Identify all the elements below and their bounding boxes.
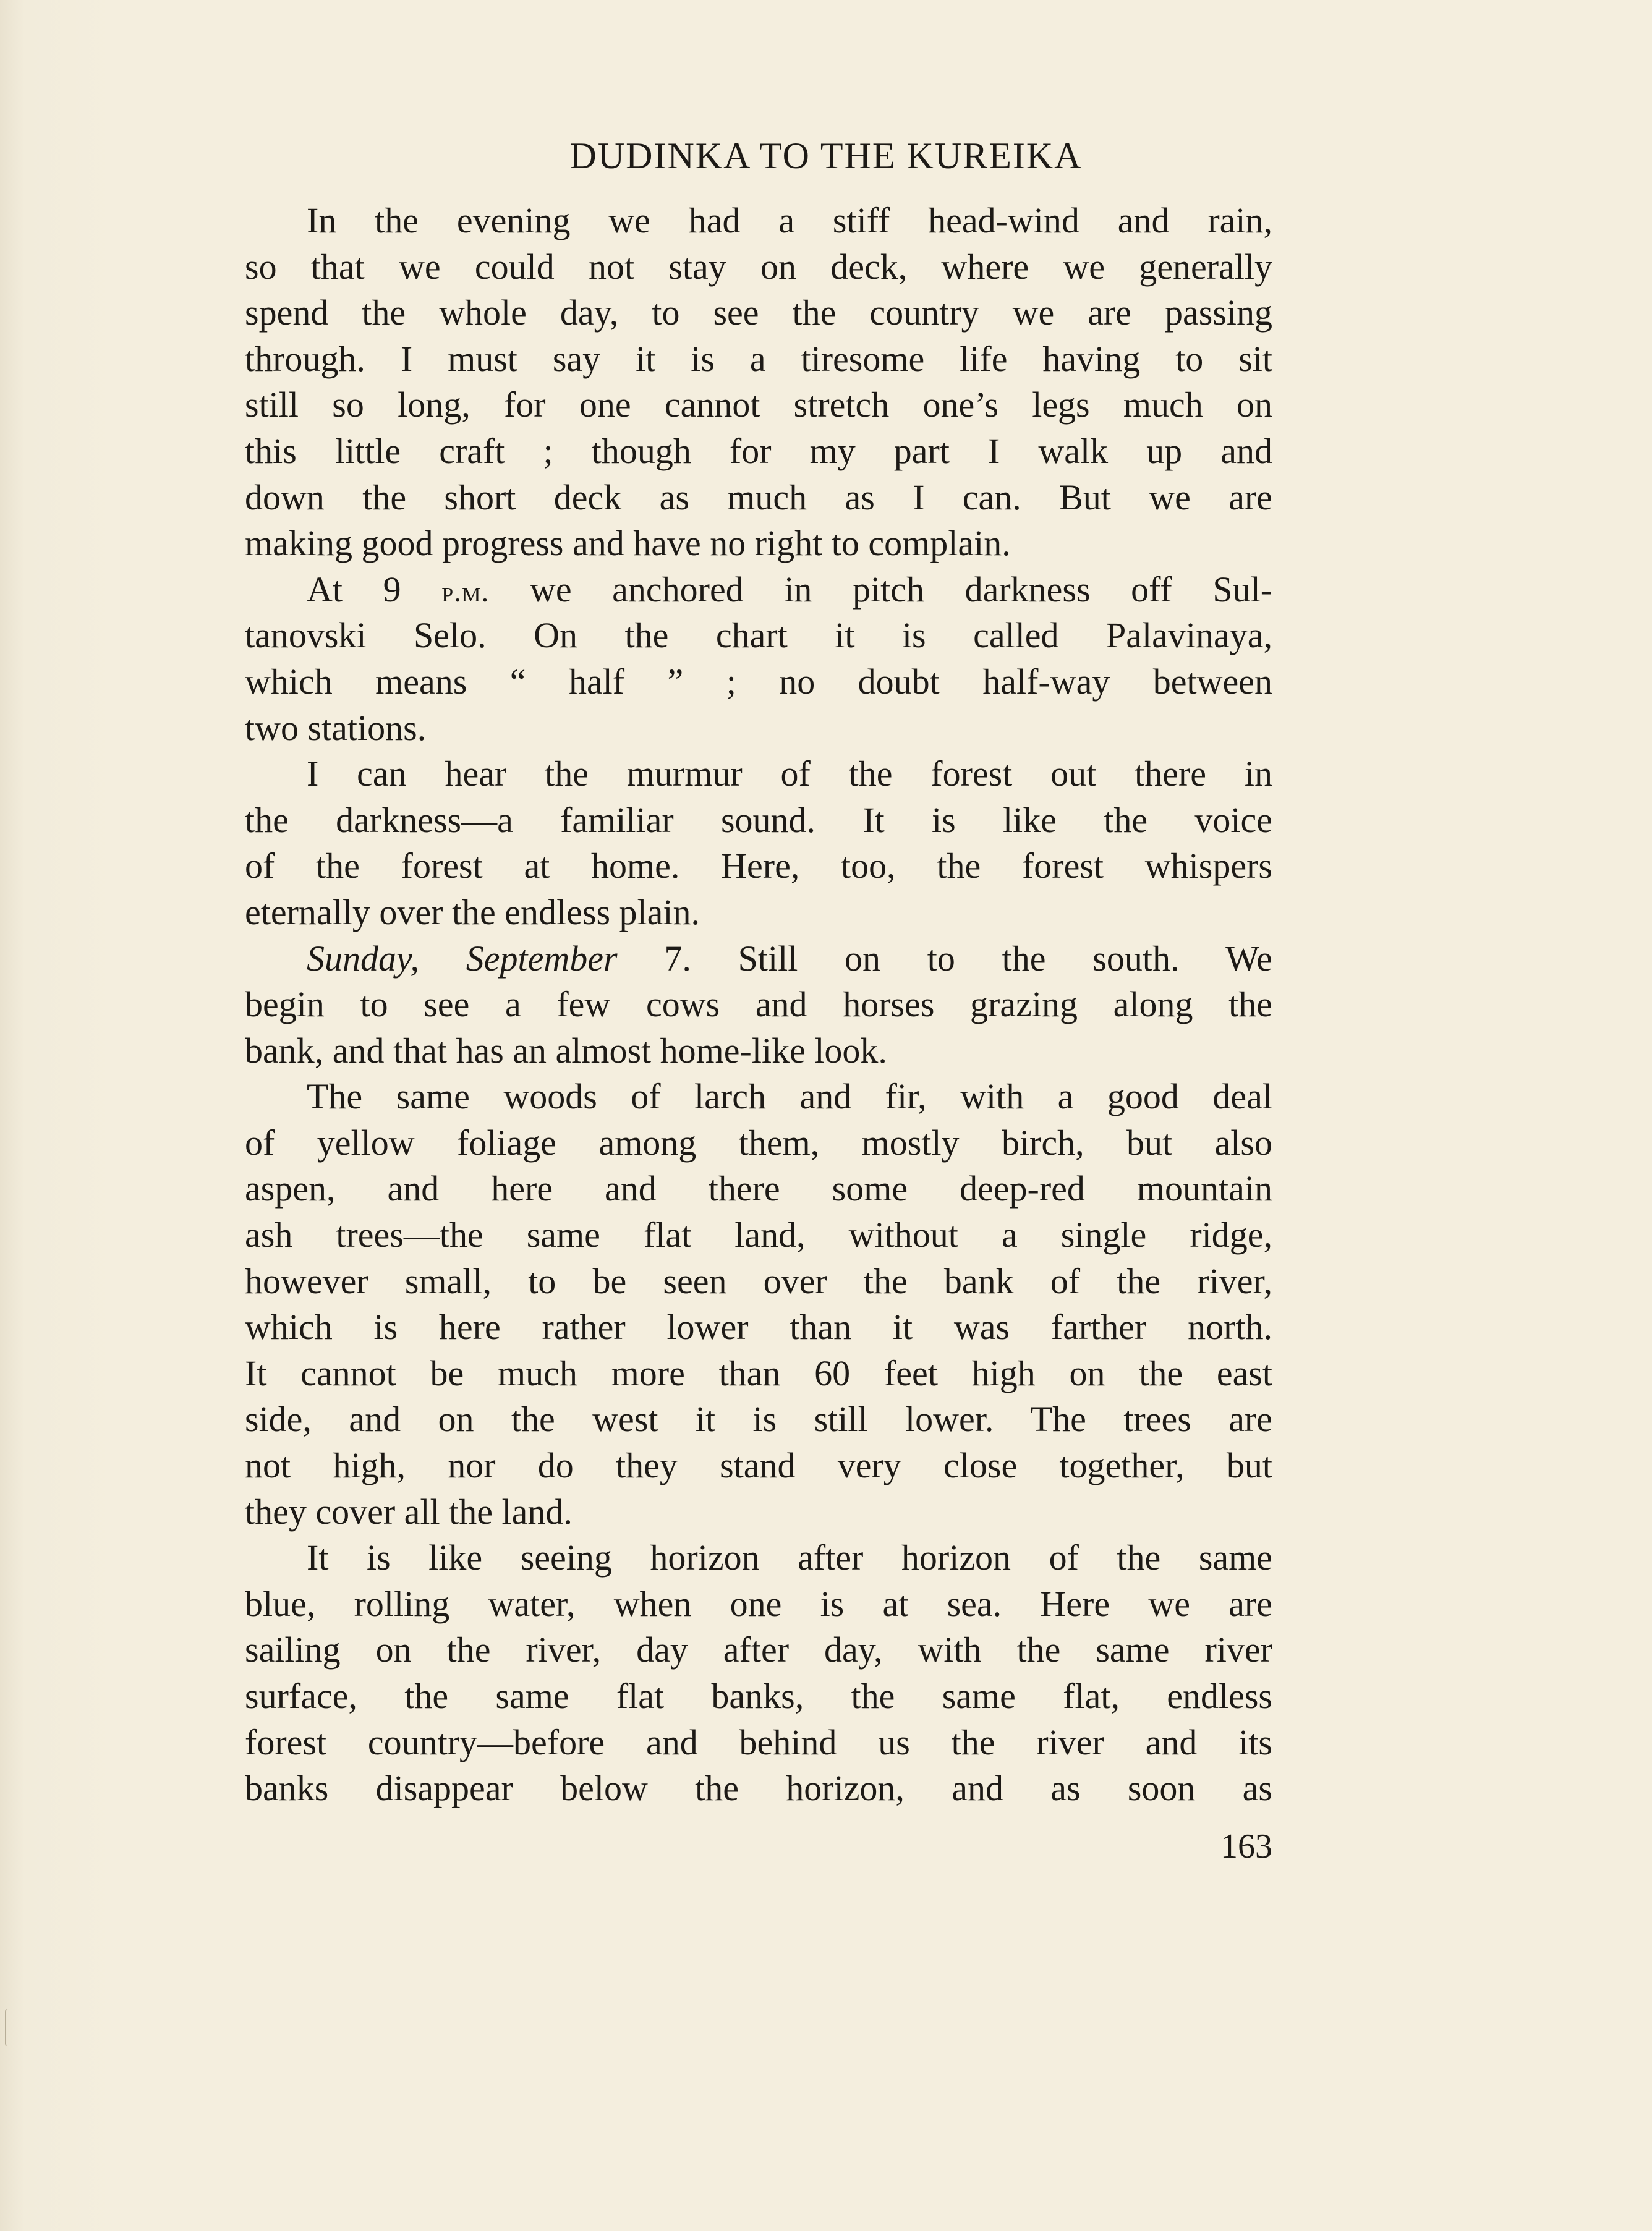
text-line bbox=[245, 890, 1272, 936]
line-text: side, and on the west it is still lower. The trees are bbox=[245, 1399, 1272, 1440]
line-text: In the evening we had a stiff head-wind and rain, bbox=[307, 200, 1272, 240]
line-text: the darkness—a familiar sound. It is like the voice bbox=[245, 799, 1272, 840]
text-line bbox=[245, 1443, 1272, 1489]
line-text-pre: At 9 bbox=[307, 569, 442, 610]
text-line bbox=[245, 475, 1272, 521]
text-line bbox=[245, 1259, 1272, 1305]
line-text: It is like seeing horizon after horizon of the same bbox=[307, 1537, 1272, 1578]
line-text: spend the whole day, to see the country we are passing bbox=[245, 292, 1272, 333]
line-text: ash trees—the same flat land, without a single ridge, bbox=[245, 1215, 1272, 1256]
text-line bbox=[245, 336, 1272, 383]
page-edge-mark bbox=[5, 2009, 11, 2046]
page-number: 163 bbox=[1220, 1827, 1272, 1866]
line-text: which is here rather lower than it was farther north. bbox=[245, 1307, 1272, 1348]
line-text: blue, rolling water, when one is at sea. Here we are bbox=[245, 1583, 1272, 1624]
line-text: banks disappear below the horizon, and as soon as bbox=[245, 1768, 1272, 1809]
text-line bbox=[245, 659, 1272, 705]
text-line bbox=[245, 1396, 1272, 1443]
running-head: DUDINKA TO THE KUREIKA bbox=[569, 135, 1083, 176]
line-text: aspen, and here and there some deep-red mountain bbox=[245, 1168, 1272, 1209]
text-line bbox=[245, 1535, 1272, 1581]
text-line bbox=[245, 290, 1272, 336]
text-line bbox=[245, 613, 1272, 659]
line-text: I can hear the murmur of the forest out there in bbox=[307, 754, 1272, 794]
line-text: tanovski Selo. On the chart it is called Palavinaya, bbox=[245, 615, 1272, 656]
line-text: sailing on the river, day after day, with the same river bbox=[245, 1630, 1272, 1670]
text-line bbox=[245, 936, 1272, 982]
body-text bbox=[245, 198, 1272, 1812]
text-line bbox=[245, 567, 1272, 613]
text-line bbox=[245, 843, 1272, 890]
text-line bbox=[245, 1673, 1272, 1720]
text-line bbox=[245, 797, 1272, 844]
line-text: this little craft ; though for my part I walk up and bbox=[245, 430, 1272, 471]
line-text: begin to see a few cows and horses grazing along the bbox=[245, 984, 1272, 1025]
line-text: not high, nor do they stand very close together, but bbox=[245, 1445, 1272, 1486]
line-text: The same woods of larch and fir, with a good deal bbox=[307, 1076, 1272, 1117]
line-text: they cover all the land. bbox=[245, 1491, 573, 1532]
line-text-post: 7. Still on to the south. We bbox=[617, 938, 1272, 979]
text-line bbox=[245, 705, 1272, 752]
text-line bbox=[245, 521, 1272, 567]
line-text: eternally over the endless plain. bbox=[245, 891, 700, 932]
text-line bbox=[245, 1074, 1272, 1120]
line-text: still so long, for one cannot stretch one’s legs much on bbox=[245, 385, 1272, 425]
text-line bbox=[245, 244, 1272, 291]
line-text: through. I must say it is a tiresome life having to sit bbox=[245, 338, 1272, 379]
line-text: down the short deck as much as I can. But we are bbox=[245, 477, 1272, 517]
line-text: which means “ half ” ; no doubt half-way between bbox=[245, 661, 1272, 702]
line-text: It cannot be much more than 60 feet high on the east bbox=[245, 1353, 1272, 1393]
text-line bbox=[245, 982, 1272, 1028]
line-text: so that we could not stay on deck, where we generally bbox=[245, 246, 1272, 287]
line-text: surface, the same flat banks, the same flat, endless bbox=[245, 1676, 1272, 1716]
small-caps-text: p.m. bbox=[441, 575, 490, 608]
text-line bbox=[245, 198, 1272, 244]
line-text: of yellow foliage among them, mostly birch, but also bbox=[245, 1122, 1272, 1163]
line-text: making good progress and have no right to complain. bbox=[245, 523, 1011, 564]
text-line bbox=[245, 1212, 1272, 1259]
text-line bbox=[245, 1351, 1272, 1397]
line-text: however small, to be seen over the bank of the river, bbox=[245, 1260, 1272, 1301]
line-text: bank, and that has an almost home-like look. bbox=[245, 1030, 887, 1071]
text-line bbox=[245, 1304, 1272, 1351]
line-text: forest country—before and behind us the river and its bbox=[245, 1722, 1272, 1762]
text-line bbox=[245, 382, 1272, 428]
text-line bbox=[245, 751, 1272, 797]
line-text: of the forest at home. Here, too, the forest whispers bbox=[245, 846, 1272, 886]
text-line bbox=[245, 1489, 1272, 1536]
text-line bbox=[245, 1120, 1272, 1166]
text-line bbox=[245, 1627, 1272, 1673]
text-line bbox=[245, 1720, 1272, 1766]
text-line bbox=[245, 428, 1272, 475]
text-line bbox=[245, 1766, 1272, 1812]
text-line bbox=[245, 1028, 1272, 1074]
line-text-post: we anchored in pitch darkness off Sul- bbox=[489, 569, 1273, 610]
italic-text: Sunday, September bbox=[307, 938, 618, 979]
line-text: two stations. bbox=[245, 707, 427, 748]
text-line bbox=[245, 1581, 1272, 1628]
text-line bbox=[245, 1166, 1272, 1212]
